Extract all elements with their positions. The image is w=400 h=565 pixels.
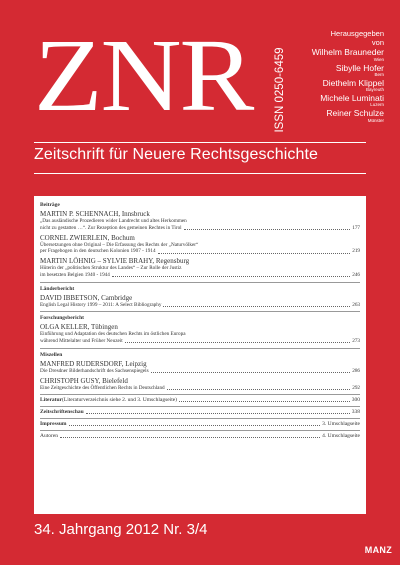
toc-page: 338 [351, 409, 360, 416]
toc-page: 177 [352, 224, 360, 231]
toc-separator [40, 406, 360, 407]
toc-entry-text: während Mittelalter und Früher Neuzeit [40, 338, 123, 344]
toc-single-entry [40, 397, 360, 403]
leader-dots [112, 272, 350, 277]
toc-single-bold: Zeitschriftenschau [40, 409, 84, 416]
toc-entry-text: Die Dresdner Bilderhandschrift des Sachsenspiegels [40, 367, 149, 374]
editor-name: Wilhelm Brauneder [311, 47, 384, 58]
toc-entry-line [40, 265, 360, 272]
editors-heading: Herausgegeben [330, 29, 384, 38]
leader-dots [163, 302, 350, 307]
toc-separator [40, 348, 360, 349]
toc-author: OLGA KELLER, Tübingen [40, 323, 118, 332]
toc-section-title: Länderbericht [40, 285, 75, 292]
editor-city: Luzern [370, 102, 384, 108]
toc-section-title: Miszellen [40, 351, 63, 358]
toc-page: 286 [352, 367, 360, 374]
leader-dots [69, 421, 321, 426]
leader-dots [86, 409, 350, 414]
editor-city: Bayreuth [365, 87, 384, 93]
toc-entry-text: Einführung und Adaptation des deutschen Rechts im östlichen Europa [40, 331, 186, 338]
toc-entry-line [40, 385, 360, 392]
toc-separator [40, 418, 360, 419]
issn-text: ISSN 0250-6459 [274, 47, 286, 133]
editors-heading-von: von [371, 37, 384, 47]
toc-author: MARTIN LÖHNIG – SYLVIE BRAHY, Regensburg [40, 257, 190, 265]
toc-entry-line [40, 338, 360, 345]
toc-single-entry [40, 433, 360, 439]
editor-city: Bern [374, 71, 384, 77]
toc-separator [40, 311, 360, 312]
table-of-contents [34, 196, 366, 514]
leader-dots [60, 433, 320, 438]
editor-city: Wien [373, 56, 384, 62]
leader-dots [151, 368, 351, 373]
toc-entry-line [40, 218, 360, 225]
toc-entry-line [40, 331, 360, 338]
toc-page: 273 [352, 338, 360, 344]
toc-entry-line [40, 225, 360, 232]
toc-entry-text: „Das ausländische Prozedieren wider Landrecht und altes Herkommen [40, 218, 187, 224]
editor-name: Diethelm Klippel [322, 77, 384, 88]
toc-page: 292 [352, 384, 360, 391]
editors-block [274, 30, 384, 124]
editor-name: Reiner Schulze [326, 108, 384, 119]
toc-single-entry [40, 409, 360, 415]
top-rule [34, 142, 366, 143]
journal-subtitle: Zeitschrift für Neuere Rechtsgeschichte [34, 146, 319, 163]
publisher-logo: MANZ [364, 545, 392, 555]
editor-city: Münster [367, 117, 384, 123]
editor-name: Sibylle Hofer [335, 62, 384, 73]
toc-section-title: Beiträge [40, 202, 60, 208]
leader-dots [125, 338, 351, 343]
toc-author: DAVID IBBETSON, Cambridge [40, 293, 133, 302]
toc-separator [40, 282, 360, 283]
toc-entry-line [40, 368, 360, 375]
toc-entry-text: nicht zu gestatten …“. Zur Rezeption des gemeinen Rechtes in Tirol [40, 224, 182, 231]
toc-single-text: (Literaturverzeichnis siehe 2. und 3. Umschlagseite) [62, 397, 178, 404]
toc-entry-text: Übersetzungen ohne Original – Die Erfassung des Rechts der „Naturvölker“ [40, 241, 199, 248]
toc-page: 3. Umschlagseite [322, 421, 360, 428]
toc-page: 263 [352, 301, 360, 308]
toc-single-text: Autoren [40, 433, 59, 440]
toc-author: MANFRED RUDERSDORF, Leipzig [40, 359, 147, 368]
toc-page: 4. Umschlagseite [322, 433, 360, 440]
toc-entry-text: per Fragebogen in den deutschen Kolonien 1907 - 1914 [40, 248, 156, 255]
editor-name: Michele Luminati [320, 93, 384, 104]
toc-entry-text: Hüterin der „politischen Struktur des Landes“ – Zur Rolle der Justiz [40, 265, 182, 271]
toc-entry-line [40, 302, 360, 309]
leader-dots [184, 225, 351, 230]
toc-entry-text: Eine Zeitgeschichte des Öffentlichen Rechts in Deutschland [40, 384, 165, 391]
leader-dots [179, 397, 350, 402]
toc-page: 300 [351, 397, 360, 404]
journal-logo: ZNR [34, 18, 253, 133]
leader-dots [158, 248, 351, 253]
toc-author: MARTIN P. SCHENNACH, Innsbruck [40, 210, 150, 218]
leader-dots [167, 385, 351, 390]
toc-entry-line [40, 272, 360, 279]
toc-single-bold: Literatur [40, 397, 62, 404]
toc-separator [40, 430, 360, 431]
toc-author: CORNEL ZWIERLEIN, Bochum [40, 233, 135, 242]
issue-info: 34. Jahrgang 2012 Nr. 3/4 [34, 521, 208, 538]
toc-entry-line [40, 248, 360, 255]
toc-page: 246 [352, 271, 360, 278]
toc-entry-text: English Legal History 1999 – 2011: A Select Bibliography [40, 301, 162, 308]
toc-single-bold: Impressum [40, 421, 67, 428]
toc-author: CHRISTOPH GUSY, Bielefeld [40, 376, 128, 385]
toc-section-title: Forschungsbericht [40, 315, 84, 322]
toc-single-entry [40, 421, 360, 427]
toc-separator [40, 394, 360, 395]
toc-entry-text: im besetzten Belgien 1940 - 1944 [40, 271, 110, 278]
toc-page: 219 [352, 248, 360, 255]
toc-entry-line [40, 242, 360, 249]
bottom-rule [34, 173, 366, 174]
